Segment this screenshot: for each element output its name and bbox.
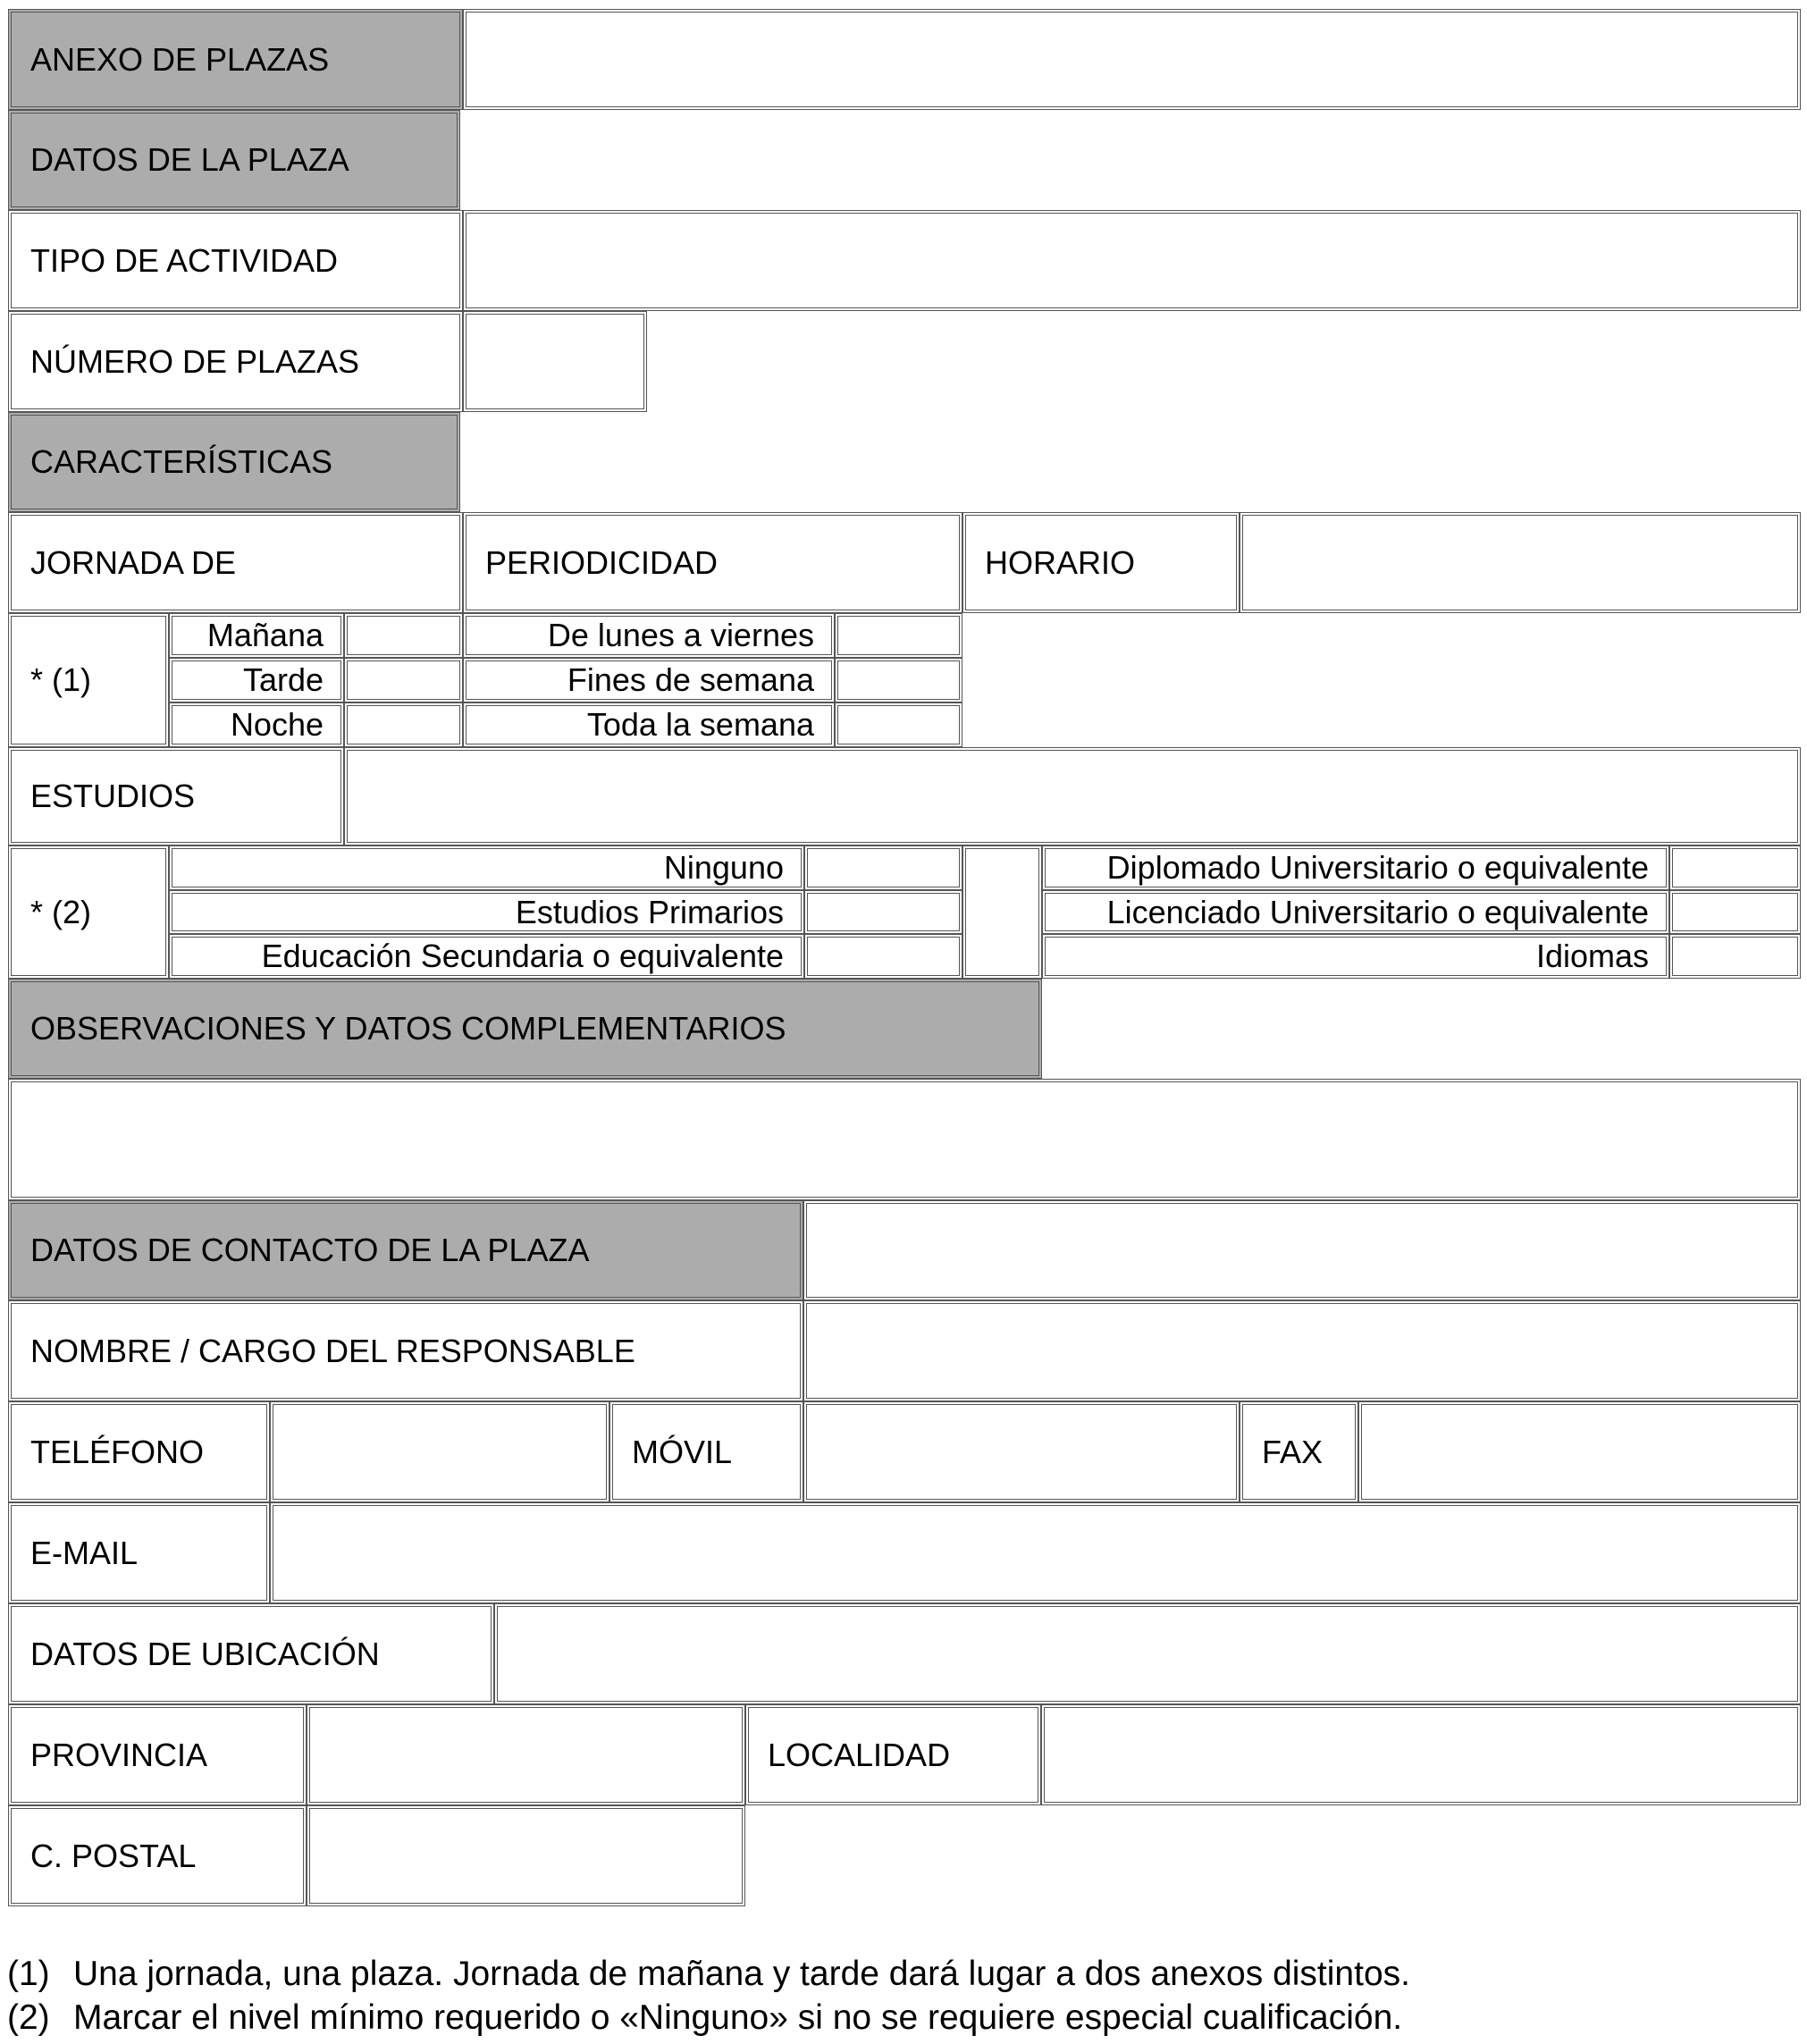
localidad-input[interactable] [1041, 1704, 1801, 1805]
email-input[interactable] [270, 1502, 1801, 1603]
email-label: E-MAIL [8, 1502, 270, 1603]
estudios-licenciado-checkbox[interactable] [1669, 890, 1801, 934]
estudios-option-label: Educación Secundaria o equivalente [169, 934, 804, 979]
estudios-secundaria-checkbox[interactable] [804, 934, 962, 979]
periodicidad-lunes-viernes-checkbox[interactable] [835, 613, 962, 658]
provincia-label: PROVINCIA [8, 1704, 307, 1805]
jornada-noche-checkbox[interactable] [344, 702, 463, 747]
footnote-text: Marcar el nivel mínimo requerido o «Ninguno» si no se requiere especial cualificación. [73, 1998, 1403, 2037]
provincia-input[interactable] [307, 1704, 745, 1805]
footnote-number: (1) [7, 1955, 50, 1993]
observaciones-title: OBSERVACIONES Y DATOS COMPLEMENTARIOS [8, 979, 1042, 1079]
numero-plazas-label: NÚMERO DE PLAZAS [8, 311, 463, 412]
estudios-option-label: Diplomado Universitario o equivalente [1042, 845, 1669, 890]
telefono-label: TELÉFONO [8, 1401, 270, 1502]
fax-label: FAX [1240, 1401, 1358, 1502]
datos-plaza-title: DATOS DE LA PLAZA [8, 110, 460, 210]
estudios-option-label: Licenciado Universitario o equivalente [1042, 890, 1669, 934]
estudios-option-label: Ninguno [169, 845, 804, 890]
cpostal-label: C. POSTAL [8, 1805, 307, 1906]
estudios-option-label: Idiomas [1042, 934, 1669, 979]
jornada-tarde-checkbox[interactable] [344, 658, 463, 702]
tipo-actividad-input[interactable] [463, 210, 1801, 311]
jornada-option-label: Noche [169, 702, 344, 747]
estudios-primarios-checkbox[interactable] [804, 890, 962, 934]
caracteristicas-title: CARACTERÍSTICAS [8, 412, 460, 512]
responsable-label: NOMBRE / CARGO DEL RESPONSABLE [8, 1300, 803, 1401]
estudios-diplomado-checkbox[interactable] [1669, 845, 1801, 890]
periodicidad-option-label: De lunes a viernes [463, 613, 835, 658]
footnote-2 [7, 2000, 1402, 2035]
footnote-number: (2) [7, 1998, 50, 2037]
anexo-input[interactable] [463, 9, 1801, 110]
periodicidad-fines-semana-checkbox[interactable] [835, 658, 962, 702]
jornada-option-label: Mañana [169, 613, 344, 658]
estudios-option-label: Estudios Primarios [169, 890, 804, 934]
periodicidad-label: PERIODICIDAD [463, 512, 962, 613]
horario-label: HORARIO [962, 512, 1240, 613]
fax-input[interactable] [1358, 1401, 1801, 1502]
jornada-manana-checkbox[interactable] [344, 613, 463, 658]
jornada-note-ref: * (1) [8, 613, 169, 747]
localidad-label: LOCALIDAD [745, 1704, 1041, 1805]
estudios-input[interactable] [344, 747, 1801, 845]
tipo-actividad-label: TIPO DE ACTIVIDAD [8, 210, 463, 311]
footnote-text: Una jornada, una plaza. Jornada de mañana y tarde dará lugar a dos anexos distintos. [73, 1955, 1410, 1993]
responsable-input[interactable] [803, 1300, 1801, 1401]
observaciones-input[interactable] [8, 1079, 1801, 1200]
movil-label: MÓVIL [609, 1401, 803, 1502]
footnote-1 [7, 1956, 1410, 1991]
estudios-idiomas-checkbox[interactable] [1669, 934, 1801, 979]
contacto-header-input[interactable] [803, 1200, 1801, 1300]
cpostal-input[interactable] [307, 1805, 745, 1906]
horario-input[interactable] [1240, 512, 1801, 613]
estudios-ninguno-checkbox[interactable] [804, 845, 962, 890]
movil-input[interactable] [803, 1401, 1240, 1502]
estudios-spacer [962, 845, 1042, 979]
estudios-note-ref: * (2) [8, 845, 169, 979]
ubicacion-label: DATOS DE UBICACIÓN [8, 1603, 494, 1704]
contacto-title: DATOS DE CONTACTO DE LA PLAZA [8, 1200, 803, 1300]
jornada-option-label: Tarde [169, 658, 344, 702]
jornada-de-label: JORNADA DE [8, 512, 463, 613]
periodicidad-toda-semana-checkbox[interactable] [835, 702, 962, 747]
anexo-title: ANEXO DE PLAZAS [8, 9, 463, 110]
periodicidad-option-label: Toda la semana [463, 702, 835, 747]
periodicidad-option-label: Fines de semana [463, 658, 835, 702]
numero-plazas-input[interactable] [463, 311, 647, 412]
telefono-input[interactable] [270, 1401, 609, 1502]
estudios-label: ESTUDIOS [8, 747, 344, 845]
ubicacion-input[interactable] [494, 1603, 1801, 1704]
